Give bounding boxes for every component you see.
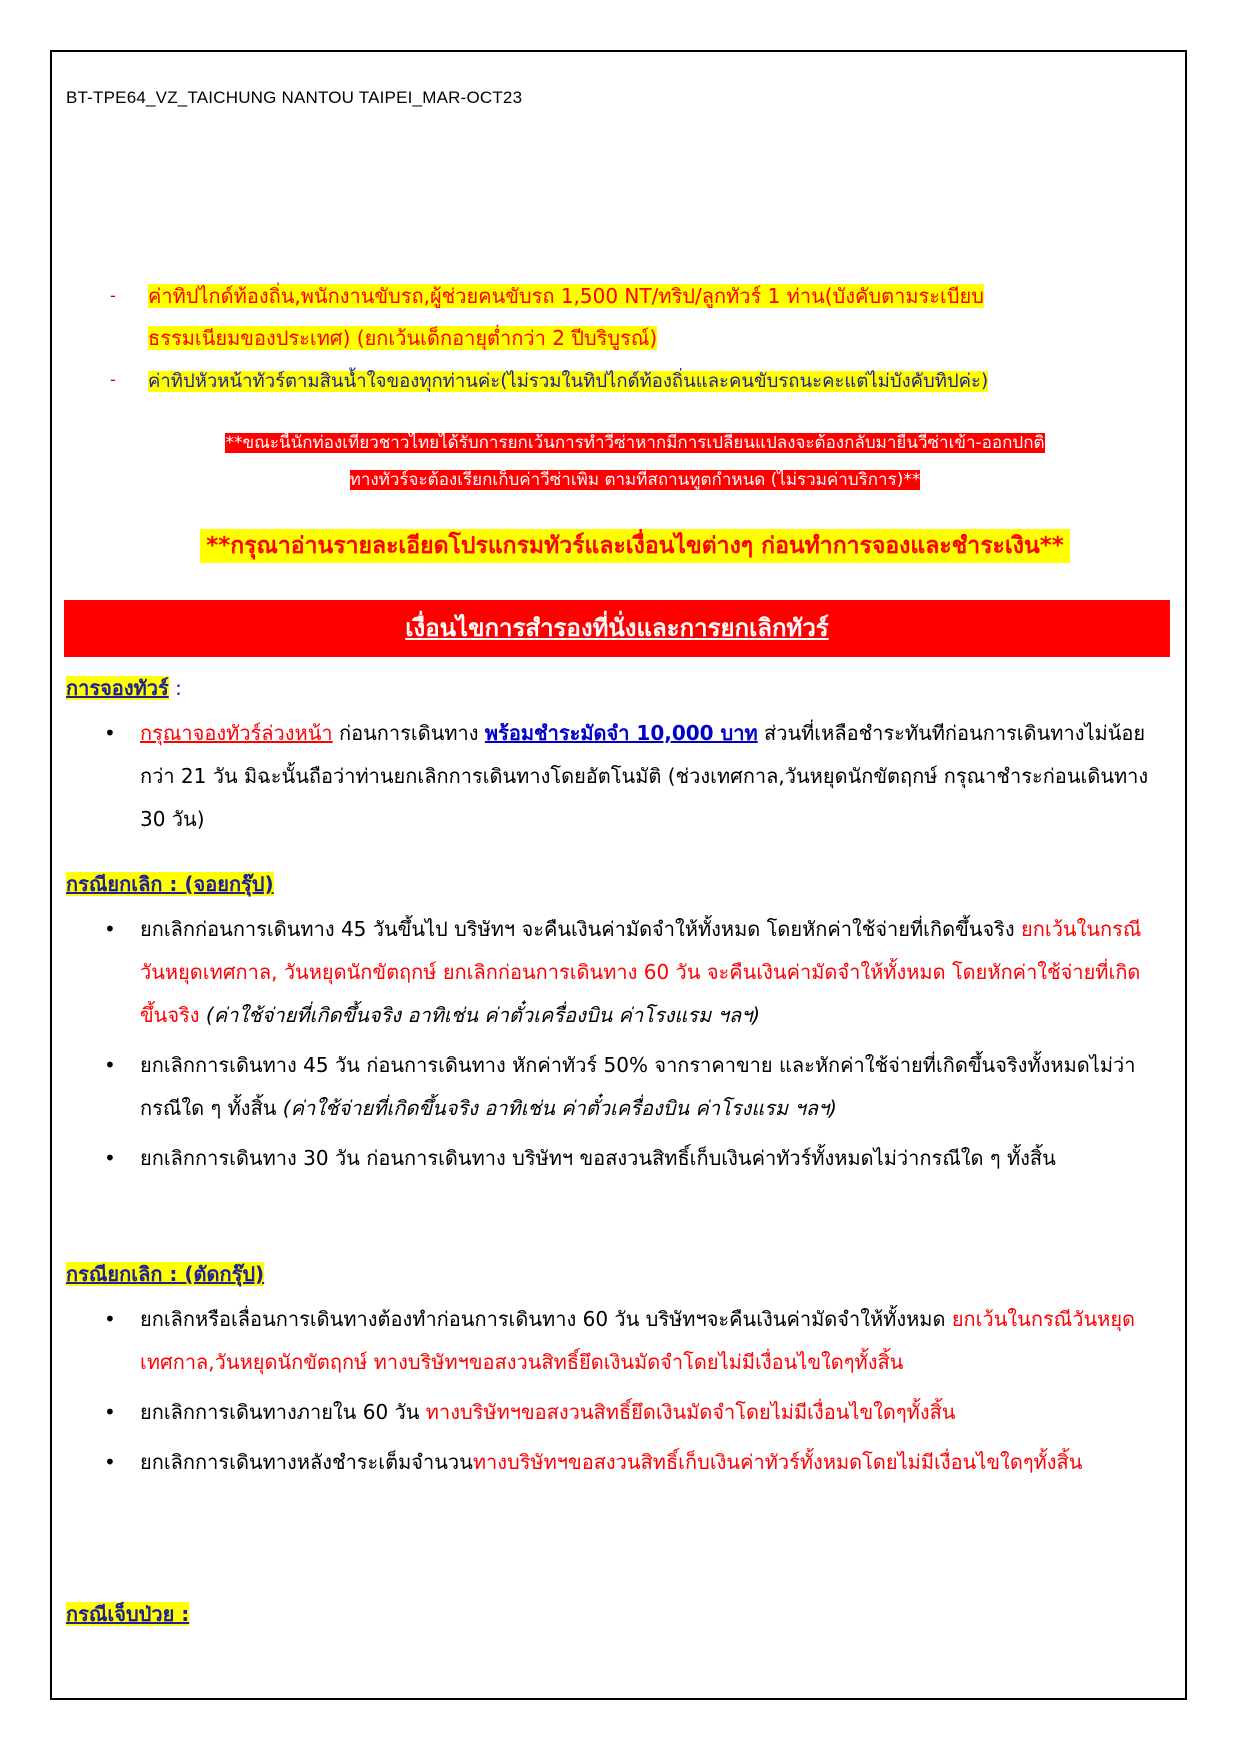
booking-heading-text: การจองทัวร์ <box>66 676 169 700</box>
item-text: ยกเลิกการเดินทาง 30 วัน ก่อนการเดินทาง บริษัทฯ ขอสงวนสิทธิ์เก็บเงินค่าทัวร์ทั้งหมดไม่ว่ากรณีใด ๆ ทั้งสิ้น <box>140 1146 1056 1170</box>
tip-local-guide-line2: ธรรมเนียมของประเทศ) (ยกเว้นเด็กอายุต่ำกว่า 2 ปีบริบูรณ์) <box>148 326 658 350</box>
cancel-private-heading <box>66 1258 264 1290</box>
list-item <box>66 1391 1166 1434</box>
visa-note <box>120 425 1150 499</box>
visa-note-line2: ทางทัวร์จะต้องเรียกเก็บค่าวีซ่าเพิ่ม ตามที่สถานทูตกำหนด (ไม่รวมค่าบริการ)** <box>349 470 921 490</box>
cancel-join-heading-text: กรณียกเลิก : (จอยกรุ๊ป) <box>66 872 274 896</box>
bullet-icon: • <box>104 1307 116 1331</box>
tip-notes <box>100 275 1180 403</box>
cancel-join-heading <box>66 868 274 900</box>
item-red-text: ยกเว้นในกรณีวันหยุดเทศกาล,วันหยุดนักขัตฤกษ์ ทางบริษัทฯขอสงวนสิทธิ์ยึดเงินมัดจำโดยไม่มีเงื่อนไขใดๆทั้งสิ้น <box>140 1307 1136 1374</box>
dash-marker: - <box>110 286 116 305</box>
item-text: ยกเลิกหรือเลื่อนการเดินทางต้องทำก่อนการเดินทาง 60 วัน บริษัทฯจะคืนเงินค่ามัดจำให้ทั้งหมด <box>140 1307 952 1331</box>
bullet-icon: • <box>104 1400 116 1424</box>
list-item <box>66 712 1166 841</box>
booking-text-b: ส่วนที่เหลือชำระทันทีก่อนการเดินทางไม่น้อยกว่า 21 วัน มิฉะนั้นถือว่าท่านยกเลิกการเดินทางโดยอัตโนมัติ (ช่วงเทศกาล,วันหยุดนักขัตฤกษ์ กรุณาชำระก่อนเดินทาง 30 วัน) <box>140 721 1149 831</box>
tip-tour-leader <box>100 359 1180 403</box>
item-text: ยกเลิกการเดินทางหลังชำระเต็มจำนวน <box>140 1450 473 1474</box>
book-advance-link[interactable]: กรุณาจองทัวร์ล่วงหน้า <box>140 721 333 745</box>
section-title-banner: เงื่อนไขการสำรองที่นั่งและการยกเลิกทัวร์ <box>64 600 1170 657</box>
bullet-icon: • <box>104 1053 116 1077</box>
tip-local-guide-line1: ค่าทิปไกด์ท้องถิ่น,พนักงานขับรถ,ผู้ช่วยคนขับรถ 1,500 NT/ทริป/ลูกทัวร์ 1 ท่าน(บังคับตามระเบียบ <box>148 284 984 308</box>
booking-text-a: ก่อนการเดินทาง <box>332 721 485 745</box>
cancel-private-heading-text: กรณียกเลิก : (ตัดกรุ๊ป) <box>66 1262 265 1286</box>
list-item <box>66 1137 1166 1180</box>
dash-marker: - <box>110 370 116 389</box>
tip-local-guide <box>100 275 1180 359</box>
list-item <box>66 1441 1166 1484</box>
document-code: BT-TPE64_VZ_TAICHUNG NANTOU TAIPEI_MAR-OCT23 <box>66 88 523 107</box>
tip-tour-leader-line1: ค่าทิปหัวหน้าทัวร์ตามสินน้ำใจของทุกท่านค่ะ(ไม่รวมในทิปไกด์ท้องถิ่นและคนขับรถนะคะแต่ไม่บังคับทิปค่ะ) <box>148 371 989 392</box>
bullet-icon: • <box>104 1146 116 1170</box>
item-italic-note: (ค่าใช้จ่ายที่เกิดขึ้นจริง อาทิเช่น ค่าตั๋วเครื่องบิน ค่าโรงแรม ฯลฯ) <box>199 1003 761 1027</box>
bullet-icon: • <box>104 721 116 745</box>
item-text: ยกเลิกการเดินทางภายใน 60 วัน <box>140 1400 426 1424</box>
item-text: ยกเลิกการเดินทาง 45 วัน ก่อนการเดินทาง หักค่าทัวร์ 50% จากราคาขาย และหักค่าใช้จ่ายที่เกิดขึ้นจริงทั้งหมดไม่ว่ากรณีใด ๆ ทั้งสิ้น <box>140 1053 1136 1120</box>
list-item <box>66 1044 1166 1130</box>
sick-heading-text: กรณีเจ็บป่วย : <box>66 1602 190 1626</box>
cancel-join-list <box>66 908 1166 1187</box>
read-carefully-text: **กรุณาอ่านรายละเอียดโปรแกรมทัวร์และเงื่อนไขต่างๆ ก่อนทำการจองและชำระเงิน** <box>200 529 1070 563</box>
item-red-text: ทางบริษัทฯขอสงวนสิทธิ์เก็บเงินค่าทัวร์ทั้งหมดโดยไม่มีเงื่อนไขใดๆทั้งสิ้น <box>472 1450 1083 1474</box>
list-item <box>66 1298 1166 1384</box>
deposit-amount: พร้อมชำระมัดจำ 10,000 บาท <box>484 721 758 745</box>
visa-note-line1: **ขณะนี้นักท่องเที่ยวชาวไทยได้รับการยกเว้นการทำวีซ่าหากมีการเปลี่ยนแปลงจะต้องกลับมายื่นวีซ่าเข้า-ออกปกติ <box>225 433 1045 453</box>
item-italic-note: (ค่าใช้จ่ายที่เกิดขึ้นจริง อาทิเช่น ค่าตั๋วเครื่องบิน ค่าโรงแรม ฯลฯ) <box>276 1096 837 1120</box>
list-item <box>66 908 1166 1037</box>
cancel-private-list <box>66 1298 1166 1491</box>
bullet-icon: • <box>104 917 116 941</box>
item-red-text: ทางบริษัทฯขอสงวนสิทธิ์ยึดเงินมัดจำโดยไม่มีเงื่อนไขใดๆทั้งสิ้น <box>425 1400 956 1424</box>
booking-heading <box>66 672 182 704</box>
item-red-text: ยกเว้นในกรณีวันหยุดเทศกาล, วันหยุดนักขัตฤกษ์ ยกเลิกก่อนการเดินทาง 60 วัน จะคืนเงินค่ามัดจำให้ทั้งหมด โดยหักค่าใช้จ่ายที่เกิดขึ้นจริง <box>140 917 1142 1027</box>
item-text: ยกเลิกก่อนการเดินทาง 45 วันขึ้นไป บริษัทฯ จะคืนเงินค่ามัดจำให้ทั้งหมด โดยหักค่าใช้จ่ายที่เกิดขึ้นจริง <box>140 917 1022 941</box>
bullet-icon: • <box>104 1450 116 1474</box>
booking-heading-suffix: : <box>168 676 182 700</box>
read-carefully-note <box>120 528 1150 564</box>
sick-heading <box>66 1598 189 1630</box>
booking-list <box>66 712 1166 848</box>
